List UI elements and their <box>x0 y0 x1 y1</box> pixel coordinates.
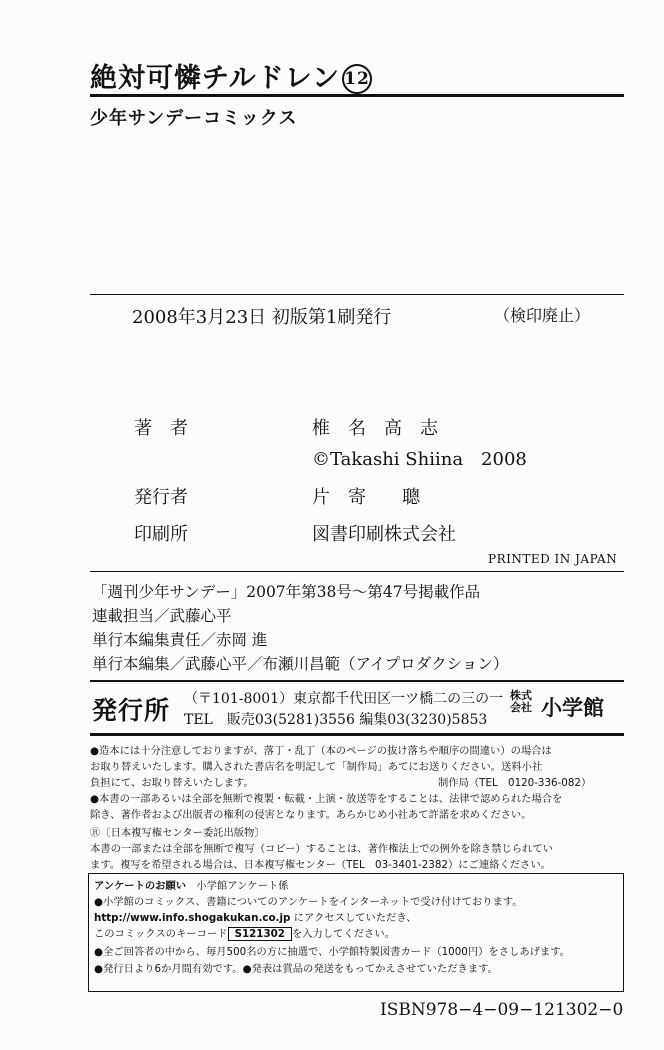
edition-rule-top <box>90 294 624 295</box>
edition-date: 2008年3月23日 初版第1刷発行 <box>132 307 392 328</box>
isbn: ISBN978−4−09−121302−0 <box>380 1000 624 1020</box>
key-code: S121302 <box>228 927 292 941</box>
printer-name: 図書印刷株式会社 <box>312 524 456 545</box>
note-line: ●本書の一部あるいは全部を無断で複製・転載・上演・放送等をすることは、法律で認められた場合を <box>90 793 563 805</box>
printed-in-japan: PRINTED IN JAPAN <box>488 552 618 566</box>
note-line: 除き、著作者および出版者の権利の侵害となります。あらかじめ小社あて許諾を求めください。 <box>90 809 532 821</box>
note-line: お取り替えいたします。購入された書店名を明記して「制作局」あてにお送りください。送料小社 <box>90 761 543 773</box>
author-name: 椎 名 高 志 <box>312 418 438 439</box>
credits-rule <box>90 571 624 572</box>
seal-note: （検印廃止） <box>494 306 591 325</box>
survey-code-line: このコミックスのキーコード S121302 を入力してください。 <box>94 928 395 940</box>
kabushiki-kaisha: 株式 会社 <box>510 689 532 714</box>
note-line: ます。複写を希望される場合は、日本複写権センター（TEL 03-3401-2382）にご連絡ください。 <box>90 859 551 871</box>
book-title: 絶対可憐チルドレン 12 <box>90 56 372 95</box>
survey-line: ●発行日より6か月間有効です。●発表は賞品の発送をもってかえさせていただきます。 <box>94 963 498 975</box>
survey-line: ●全ご回答者の中から、毎月500名の方に抽選で、小学館特製図書カード（1000円）をさしあげます。 <box>94 946 570 958</box>
production-tel: 制作局（TEL 0120-336-082） <box>438 777 592 789</box>
survey-line: ●小学館のコミックス、書籍についてのアンケートをインターネットで受け付けております。 <box>94 896 523 908</box>
volume-editor-chief: 単行本編集責任／赤岡 進 <box>92 631 268 649</box>
imprint-label: 少年サンデーコミックス <box>90 108 298 129</box>
survey-heading: アンケートのお願い 小学館アンケート係 <box>94 880 289 892</box>
volume-editors: 単行本編集／武藤心平／布瀬川昌範（アイプロダクション） <box>92 655 509 673</box>
serial-line: 「週刊少年サンデー」2007年第38号～第47号掲載作品 <box>92 583 481 601</box>
note-line: 負担にて、お取り替えいたします。 <box>90 777 254 789</box>
note-line: ●造本には十分注意しておりますが、落丁・乱丁（本のページの抜け落ちや順序の間違い）の場合は <box>90 745 552 757</box>
issuer-label: 発行所 <box>92 696 171 725</box>
serial-editor: 連載担当／武藤心平 <box>92 607 232 625</box>
title-rule <box>90 94 624 97</box>
note-line: 本書の一部または全部を無断で複写（コピー）することは、著作権法上での例外を除き禁じられてい <box>90 843 553 855</box>
volume-number: 12 <box>342 64 372 94</box>
issuer-rule-top <box>90 680 624 682</box>
publisher-label: 発行者 <box>134 487 188 508</box>
survey-url[interactable]: http://www.info.shogakukan.co.jp <box>94 912 291 924</box>
issuer-name: 小学館 <box>541 696 604 720</box>
issuer-address: （〒101-8001）東京都千代田区一ツ橋二の三の一 <box>184 691 504 707</box>
survey-url-line: http://www.info.shogakukan.co.jp にアクセスしていただき、 <box>94 912 417 924</box>
copyright-line: ©Takashi Shiina 2008 <box>312 449 527 470</box>
publisher-name: 片 寄 聰 <box>312 487 420 508</box>
author-label: 著 者 <box>134 418 188 439</box>
copyright-center-note: Ⓡ〔日本複写権センター委託出版物〕 <box>90 827 265 839</box>
printer-label: 印刷所 <box>134 524 188 545</box>
issuer-tel: TEL 販売03(5281)3556 編集03(3230)5853 <box>184 712 488 728</box>
issuer-rule-bottom <box>90 733 624 736</box>
